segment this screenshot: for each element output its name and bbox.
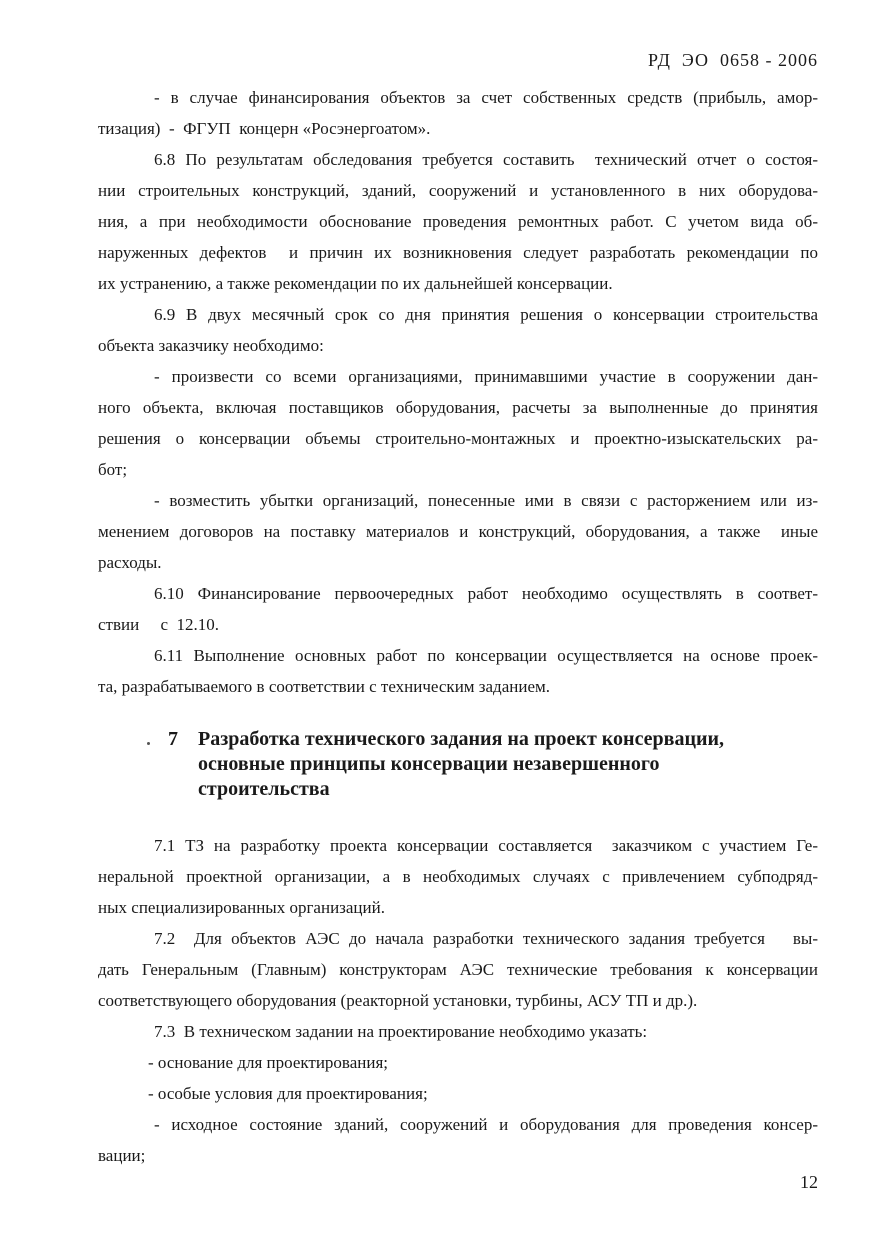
text-line: ния, а при необходимости обоснование проведения ремонтных работ. С учетом вида об- (98, 212, 818, 231)
text-line: бот; (98, 460, 128, 479)
list-item: - основание для проектирования; (148, 1053, 389, 1072)
text-line: ного объекта, включая поставщиков оборудования, расчеты за выполненные до принятия (98, 398, 818, 417)
text-line: соответствующего оборудования (реакторной установки, турбины, АСУ ТП и др.). (98, 991, 698, 1010)
scan-artifact-dot (147, 742, 150, 745)
text-line: 6.8 По результатам обследования требуется составить технический отчет о состоя- (154, 150, 818, 169)
text-line: 6.11 Выполнение основных работ по консервации осуществляется на основе проек- (154, 646, 818, 665)
heading-line: основные принципы консервации незавершенного (198, 753, 660, 775)
text-line: 7.3 В техническом задании на проектирование необходимо указать: (154, 1022, 648, 1041)
page-number: 12 (800, 1172, 818, 1192)
text-line: - возместить убытки организаций, понесенные ими в связи с расторжением или из- (154, 491, 818, 510)
text-line: неральной проектной организации, а в необходимых случаях с привлечением субподряд- (98, 867, 818, 886)
text-line: 6.9 В двух месячный срок со дня принятия решения о консервации строительства (154, 305, 818, 324)
text-line: ных специализированных организаций. (98, 898, 385, 917)
text-line: та, разрабатываемого в соответствии с техническим заданием. (98, 677, 551, 696)
text-line: 7.1 ТЗ на разработку проекта консервации составляется заказчиком с участием Ге- (154, 836, 818, 855)
text-line: - в случае финансирования объектов за счет собственных средств (прибыль, амор- (154, 88, 818, 107)
heading-line: строительства (198, 778, 330, 800)
text-line: вации; (98, 1146, 146, 1165)
list-item: - исходное состояние зданий, сооружений и оборудования для проведения консер- (154, 1115, 818, 1134)
section-title (198, 727, 808, 802)
text-line: объекта заказчику необходимо: (98, 336, 324, 355)
body-section-6 (98, 82, 818, 702)
text-line: ствии с 12.10. (98, 615, 219, 634)
body-section-7 (98, 830, 818, 1171)
text-line: их устранению, а также рекомендации по их дальнейшей консервации. (98, 274, 613, 293)
text-line: решения о консервации объемы строительно-монтажных и проектно-изыскательских ра- (98, 429, 818, 448)
text-line: наруженных дефектов и причин их возникновения следует разработать рекомендации по (98, 243, 818, 262)
section-7-heading (168, 727, 808, 802)
text-line: расходы. (98, 553, 162, 572)
document-code-header: РД ЭО 0658 - 2006 (647, 50, 818, 70)
list-item: - особые условия для проектирования; (148, 1084, 428, 1103)
text-line: - произвести со всеми организациями, принимавшими участие в сооружении дан- (154, 367, 818, 386)
text-line: тизация) - ФГУП концерн «Росэнергоатом». (98, 119, 431, 138)
heading-line: Разработка технического задания на проект консервации, (198, 728, 725, 750)
section-number: 7 (168, 728, 178, 750)
text-line: 7.2 Для объектов АЭС до начала разработки технического задания требуется вы- (154, 929, 818, 948)
text-line: дать Генеральным (Главным) конструкторам АЭС технические требования к консервации (98, 960, 818, 979)
text-line: нии строительных конструкций, зданий, сооружений и установленного в них оборудова- (98, 181, 818, 200)
text-line: менением договоров на поставку материалов и конструкций, оборудования, а также иные (98, 522, 818, 541)
text-line: 6.10 Финансирование первоочередных работ необходимо осуществлять в соответ- (154, 584, 818, 603)
